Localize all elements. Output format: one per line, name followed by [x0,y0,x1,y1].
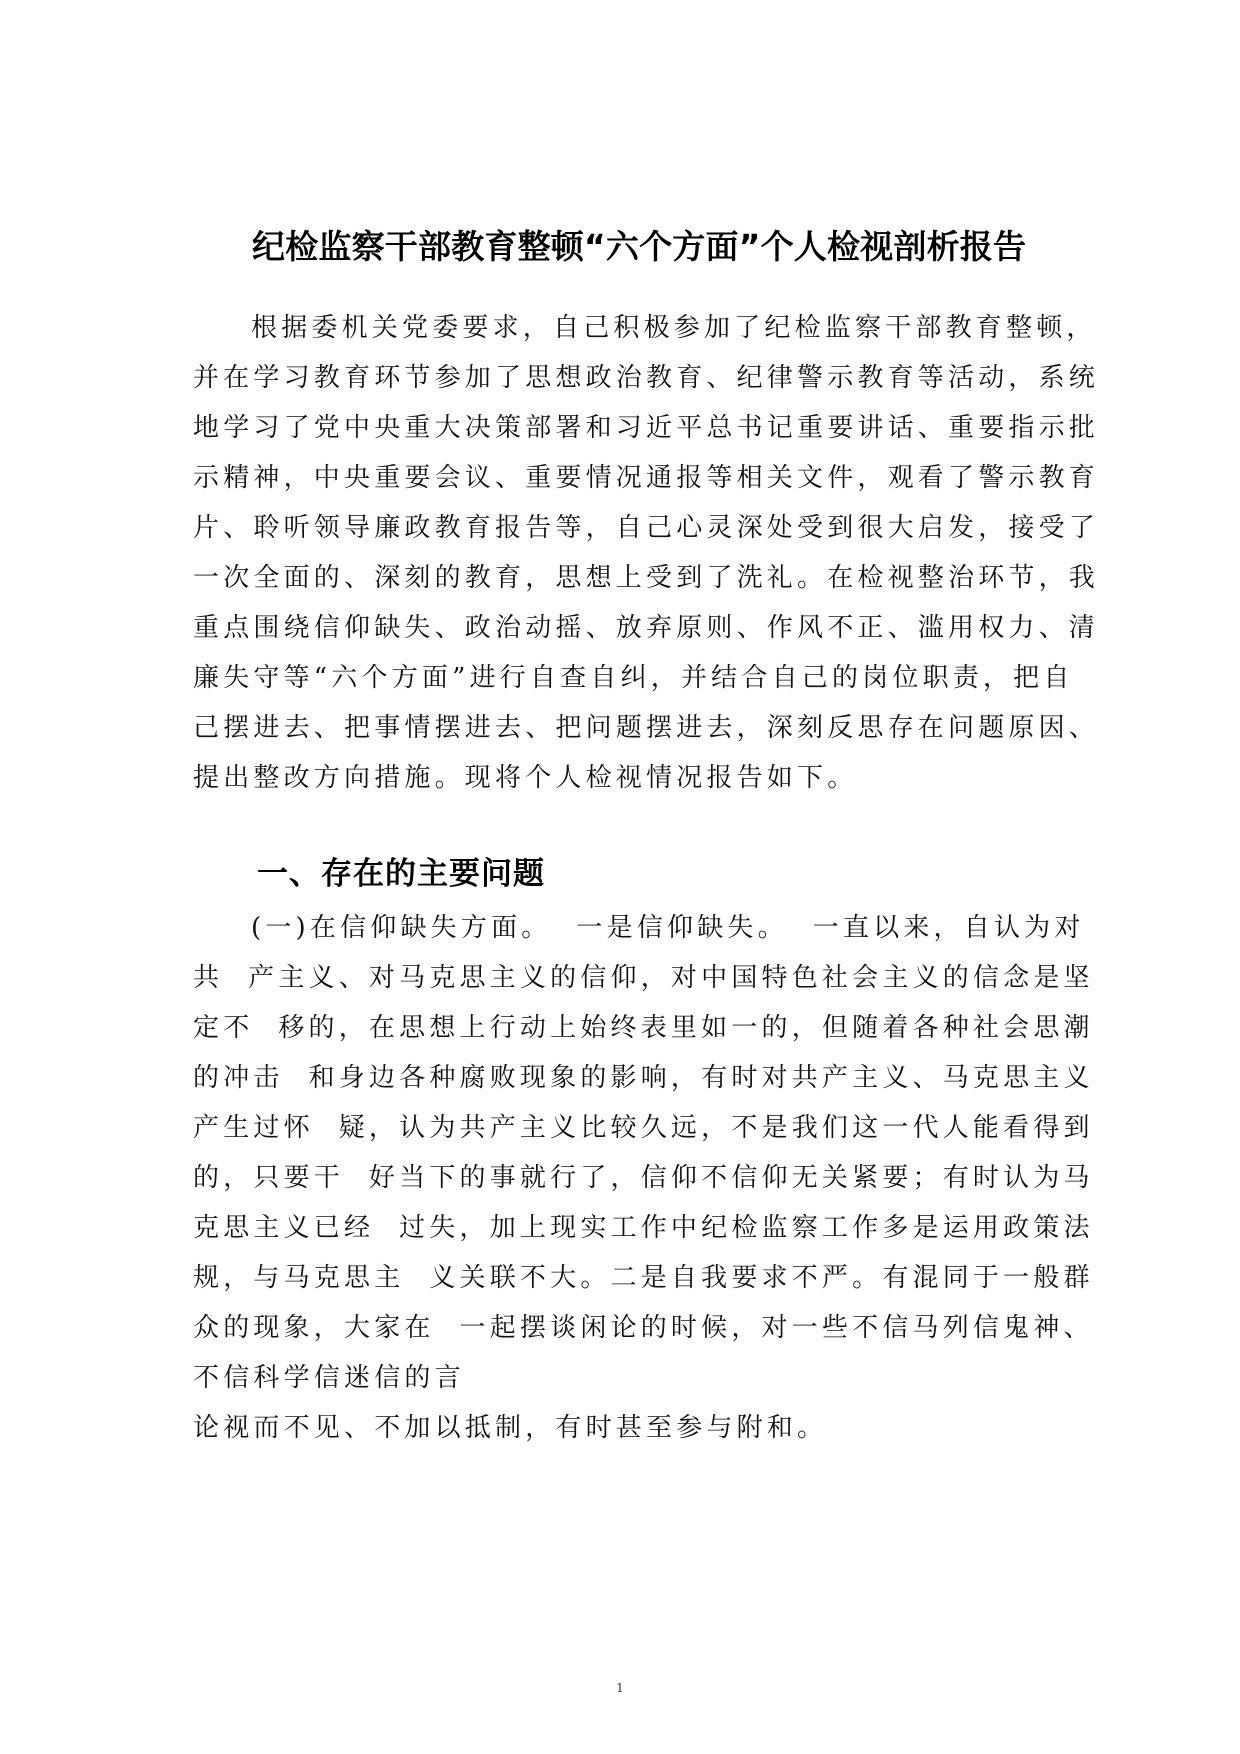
paragraph-line: 并在学习教育环节参加了思想政治教育、纪律警示教育等活动，系统 [193,363,1100,393]
paragraph-line: 论视而不见、不加以抵制，有时甚至参与附和。 [193,1413,828,1443]
document-title: 纪检监察干部教育整顿“六个方面”个人检视剖析报告 [252,227,1027,266]
paragraph-line: 廉失守等“六个方面”进行自查自纠，并结合自己的岗位职责，把自 [193,663,1074,693]
paragraph-line: 克思主义已经 过失，加上现实工作中纪检监察工作多是运用政策法 [193,1213,1094,1243]
paragraph-line: 重点围绕信仰缺失、政治动摇、放弃原则、作风不正、滥用权力、清 [193,613,1100,643]
paragraph-line: (一)在信仰缺失方面。 一是信仰缺失。 一直以来，自认为对 [251,913,1085,943]
paragraph-line: 的，只要干 好当下的事就行了，信仰不信仰无关紧要；有时认为马 [193,1163,1094,1193]
paragraph-line: 根据委机关党委要求，自己积极参加了纪检监察干部教育整顿， [251,313,1097,343]
paragraph-line: 定不 移的，在思想上行动上始终表里如一的，但随着各种社会思潮 [193,1013,1094,1043]
page-number: 1 [616,1681,624,1695]
paragraph-line: 众的现象，大家在 一起摆谈闲论的时候，对一些不信马列信鬼神、 [193,1313,1094,1343]
paragraph-line: 规，与马克思主 义关联不大。二是自我要求不严。有混同于一般群 [193,1263,1094,1293]
paragraph-line: 产生过怀 疑，认为共产主义比较久远，不是我们这一代人能看得到 [193,1113,1094,1143]
section-heading: 一、存在的主要问题 [257,856,545,892]
paragraph-line: 片、聆听领导廉政教育报告等，自己心灵深处受到很大启发，接受了 [193,513,1100,543]
paragraph-line: 的冲击 和身边各种腐败现象的影响，有时对共产主义、马克思主义 [193,1063,1094,1093]
paragraph-line: 地学习了党中央重大决策部署和习近平总书记重要讲话、重要指示批 [193,413,1100,443]
paragraph-line: 共 产主义、对马克思主义的信仰，对中国特色社会主义的信念是坚 [193,963,1094,993]
paragraph-line: 不信科学信迷信的言 [193,1363,465,1393]
paragraph-line: 提出整改方向措施。现将个人检视情况报告如下。 [193,763,858,793]
paragraph-line: 示精神，中央重要会议、重要情况通报等相关文件，观看了警示教育 [193,463,1100,493]
paragraph-line: 己摆进去、把事情摆进去、把问题摆进去，深刻反思存在问题原因、 [193,713,1100,743]
paragraph-line: 一次全面的、深刻的教育，思想上受到了洗礼。在检视整治环节，我 [193,563,1100,593]
